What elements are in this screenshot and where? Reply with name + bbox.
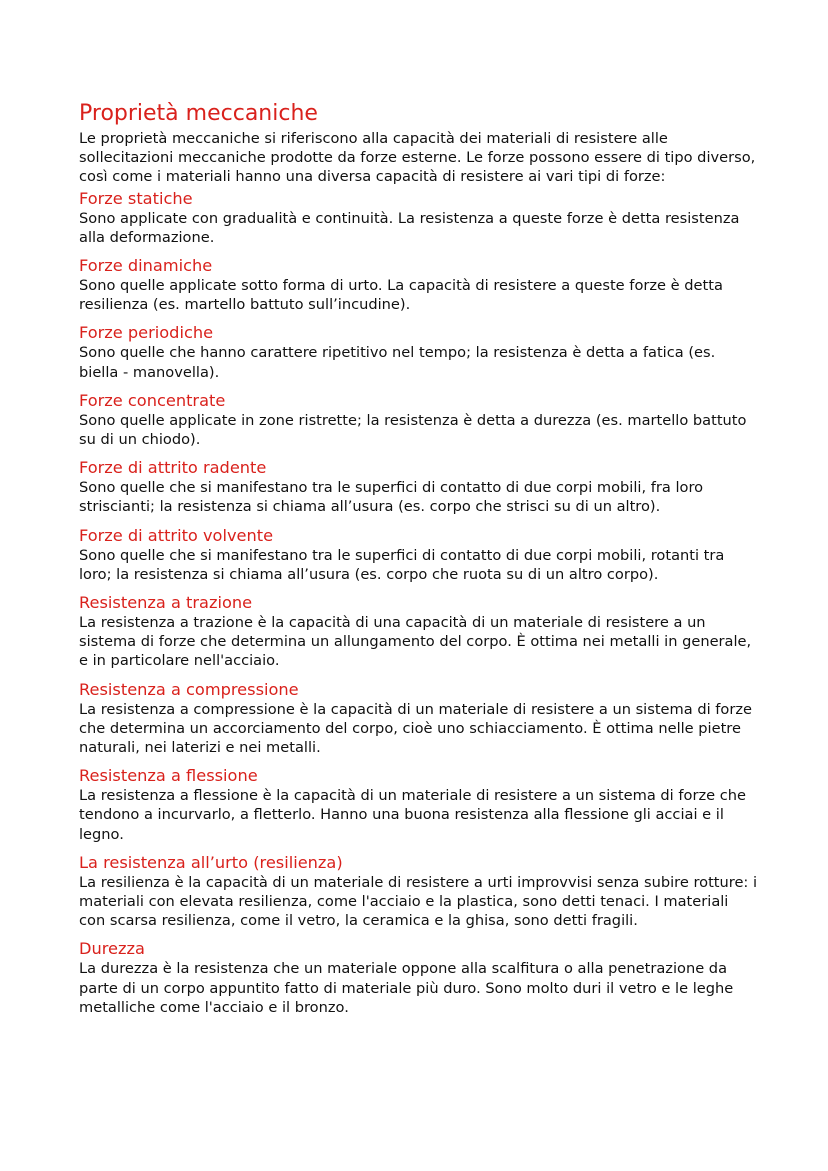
section-heading: Forze di attrito volvente: [79, 525, 274, 545]
section-text: La resistenza a flessione è la capacità di un materiale di resistere a un sistema di forze che tendono a incurvarlo, a fletterlo. Hanno una buona resistenza alla flessione gli acciai e il legno.: [79, 787, 746, 843]
section-heading: Forze statiche: [79, 188, 193, 208]
document-page: [79, 99, 759, 1017]
section-text: Sono quelle che hanno carattere ripetitivo nel tempo; la resistenza è detta a fatica (es. biella - manovella).: [79, 344, 716, 381]
section-text: Sono quelle applicate in zone ristrette; la resistenza è detta a durezza (es. martello battuto su di un chiodo).: [79, 411, 747, 449]
section-text: Sono applicate con gradualità e continuità. La resistenza a queste forze è detta resistenza alla deformazione.: [79, 209, 740, 246]
section-heading: La resistenza all’urto (resilienza): [79, 852, 343, 872]
section-resistenza-compressione: [79, 680, 759, 758]
section-heading: Resistenza a flessione: [79, 766, 258, 786]
section-forze-periodiche: [79, 323, 759, 381]
section-resistenza-trazione: [79, 593, 759, 671]
section-forze-statiche: [79, 189, 759, 247]
section-heading: Resistenza a compressione: [79, 679, 299, 699]
section-text: Sono quelle che si manifestano tra le superfici di contatto di due corpi mobili, fra loro striscianti; la resistenza si chiama all’usura (es. corpo che strisci su di un altro).: [79, 479, 704, 516]
section-heading: Forze di attrito radente: [79, 458, 267, 478]
section-forze-dinamiche: [79, 256, 759, 314]
section-text: La durezza è la resistenza che un materiale oppone alla scalfitura o alla penetrazione da parte di un corpo appuntito fatto di materiale più duro. Sono molto duri il vetro e le leghe metalliche come l'acciaio e il bronzo.: [79, 960, 734, 1016]
section-durezza: [79, 939, 759, 1017]
section-heading: Forze concentrate: [79, 390, 226, 410]
section-heading: Forze dinamiche: [79, 256, 213, 276]
section-text: La resistenza a trazione è la capacità di una capacità di un materiale di resistere a un sistema di forze che determina un allungamento del corpo. È ottima nei metalli in generale, e in particolare nell'acciaio.: [79, 614, 752, 670]
section-heading: Resistenza a trazione: [79, 593, 253, 613]
section-forze-concentrate: [79, 391, 759, 449]
section-resilienza: [79, 853, 759, 931]
section-attrito-volvente: [79, 526, 759, 584]
section-heading: Forze periodiche: [79, 323, 214, 343]
section-text: La resistenza a compressione è la capacità di un materiale di resistere a un sistema di forze che determina un accorciamento del corpo, cioè uno schiacciamento. È ottima nelle pietre naturali, nei laterizi e nei metalli.: [79, 700, 753, 757]
section-heading: Durezza: [79, 939, 145, 959]
section-text: Sono quelle che si manifestano tra le superfici di contatto di due corpi mobili, rotanti tra loro; la resistenza si chiama all’usura (es. corpo che ruota su di un altro corpo).: [79, 546, 725, 583]
section-resistenza-flessione: [79, 766, 759, 844]
section-attrito-radente: [79, 458, 759, 516]
section-text: La resilienza è la capacità di un materiale di resistere a urti improvvisi senza subire rotture: i materiali con elevata resilienza, come l'acciaio e la plastica, sono detti tenaci. I materiali con scarsa resilienza, come il vetro, la ceramica e la ghisa, sono detti fragili.: [79, 873, 758, 930]
intro-paragraph: Le proprietà meccaniche si riferiscono alla capacità dei materiali di resistere alle sollecitazioni meccaniche prodotte da forze esterne. Le forze possono essere di tipo diverso, così come i materiali hanno una diversa capacità di resistere ai vari tipi di forze:: [79, 130, 756, 186]
page-title: Proprietà meccaniche: [79, 101, 318, 126]
section-text: Sono quelle applicate sotto forma di urto. La capacità di resistere a queste forze è detta resilienza (es. martello battuto sull’incudine).: [79, 277, 723, 314]
